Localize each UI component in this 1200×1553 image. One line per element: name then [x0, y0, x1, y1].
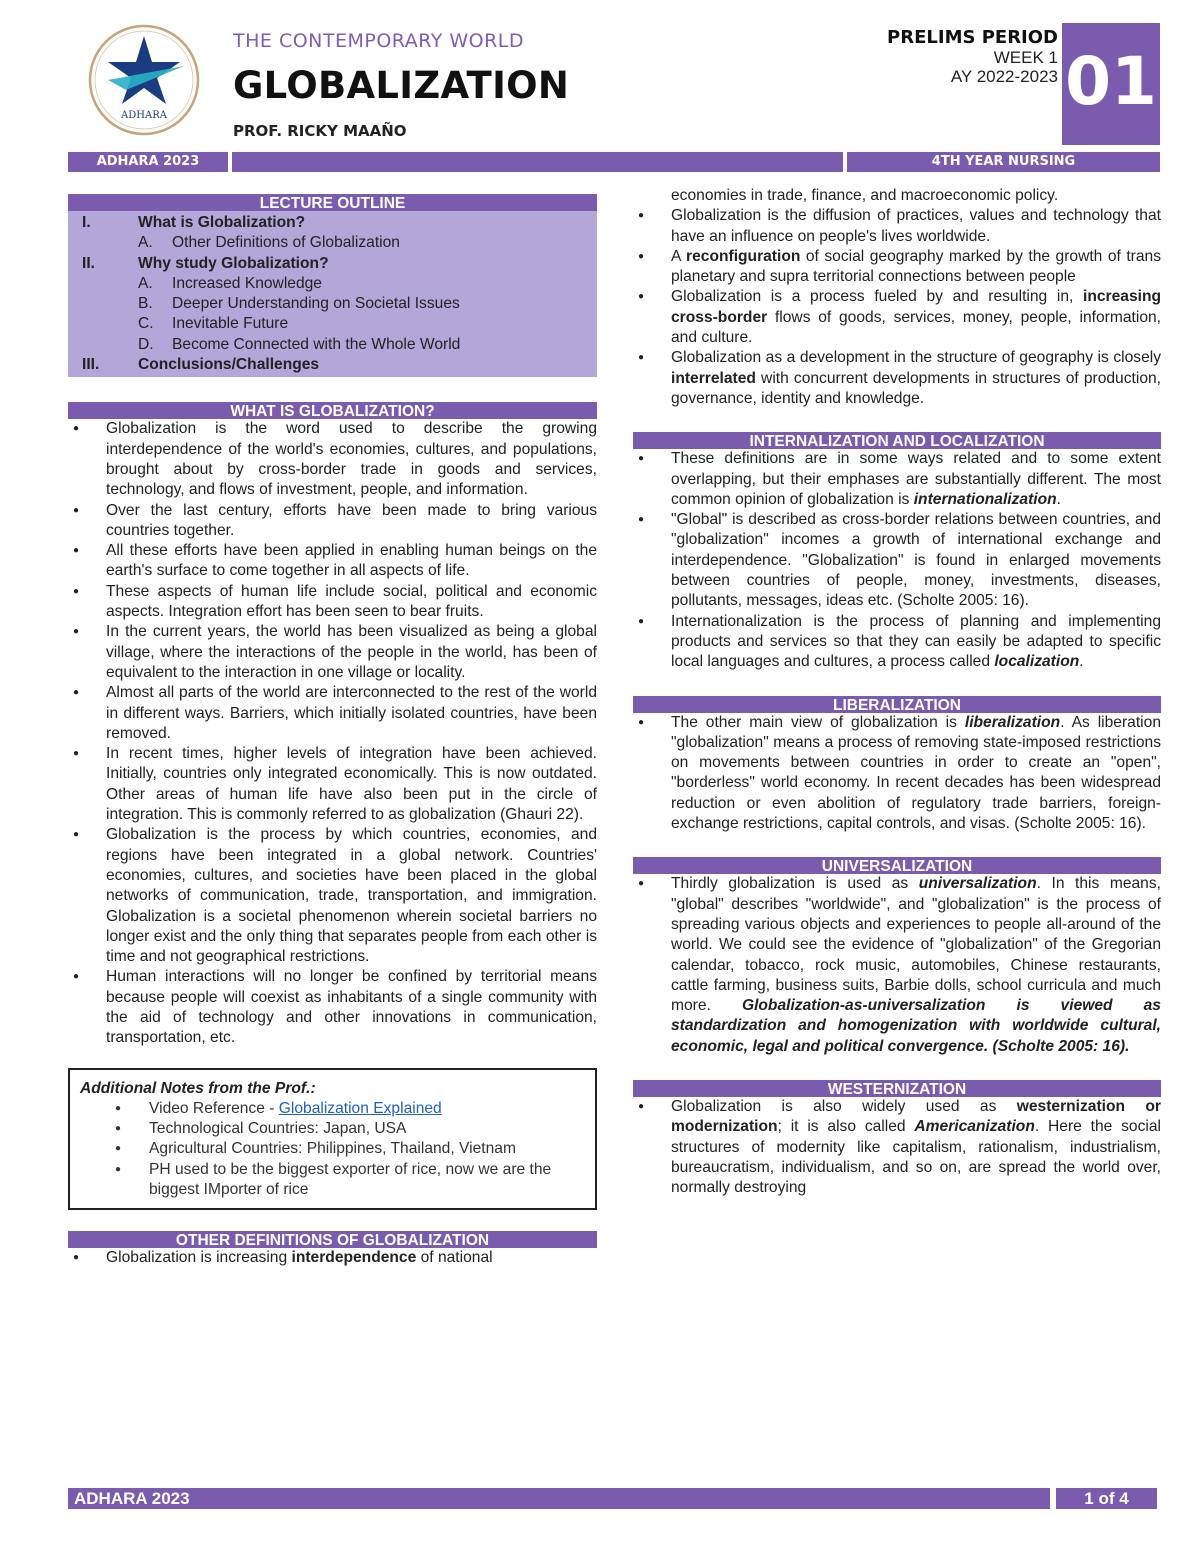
intl-heading: INTERNALIZATION AND LOCALIZATION	[633, 429, 1161, 449]
list-item: ● Globalization is the word used to describe the growing interdependence of the world's economies, cultures, and populations, brought about by cross-border trade in goods and services, technology, and flows of investment, people, and information.	[68, 419, 597, 500]
prof-notes-box	[68, 1068, 597, 1211]
other-defs-continued: economies in trade, finance, and macroeconomic policy.	[671, 187, 1059, 204]
list-item: ● In the current years, the world has been visualized as being a global village, where the interactions of the people in the world, has been of equivalent to the interaction in one village or locality.	[68, 622, 597, 683]
adhara-logo	[86, 22, 202, 138]
outline-item: III. Conclusions/Challenges	[82, 356, 320, 374]
list-item: ● Globalization is the process by which countries, economies, and regions have been integrated in a global network. Countries' economies, cultures, and societies have been placed in the global networks of communication, trade, transportation, and immigration. Globalization is a societal phenomenon wherein societal barriers no longer exist and the only thing that separates people from each other is time and not geographical restrictions.	[68, 825, 597, 967]
list-item: ● Globalization is a process fueled by and resulting in, increasing cross-border flows of goods, services, money, people, information, and culture.	[633, 287, 1161, 348]
list-item: ● Over the last century, efforts have been made to bring various countries together.	[68, 501, 597, 542]
intl-list	[633, 449, 1161, 672]
list-item: ● Globalization is also widely used as westernization or modernization; it is also called Americanization. Here the social structures of modernity like capitalism, rationalism, industrialism, bureaucratism, individualism, and so on, are spread the world over, normally destroying	[633, 1097, 1161, 1198]
course-name: THE CONTEMPORARY WORLD	[233, 30, 525, 52]
west-list	[633, 1097, 1161, 1198]
list-item: ● PH used to be the biggest exporter of rice, now we are the biggest IMporter of rice	[80, 1160, 585, 1201]
period-info	[887, 28, 1058, 86]
west-heading: WESTERNIZATION	[633, 1077, 1161, 1097]
outline-item: B. Deeper Understanding on Societal Issues	[138, 295, 460, 313]
lecture-outline	[68, 211, 597, 377]
outline-item: II. Why study Globalization?	[82, 254, 329, 272]
notes-list	[80, 1099, 585, 1200]
list-item: ● "Global" is described as cross-border relations between countries, and "globalization" incomes a growth of international exchange and interdependence. "Globalization" is found in enlarged movements between countries of people, money, investments, diseases, pollutants, messages, ideas etc. (Scholte 2005: 16).	[633, 510, 1161, 611]
list-item: ● Human interactions will no longer be confined by territorial means because people will coexist as inhabitants of a single community with the aid of technology and other innovations in communication, transportation, etc.	[68, 967, 597, 1048]
band-year-level: 4TH YEAR NURSING	[847, 152, 1160, 172]
what-is-heading: WHAT IS GLOBALIZATION?	[68, 399, 597, 419]
band-org: ADHARA 2023	[68, 152, 228, 172]
band-middle	[232, 152, 843, 172]
footer-org: ADHARA 2023	[68, 1488, 1050, 1509]
left-column	[68, 191, 597, 1269]
page-number: 1 of 4	[1056, 1488, 1157, 1509]
univ-heading: UNIVERSALIZATION	[633, 854, 1161, 874]
other-defs-list	[633, 206, 1161, 409]
academic-year: AY 2022-2023	[950, 67, 1058, 87]
list-item: ● A reconfiguration of social geography marked by the growth of trans planetary and supra territorial connections between people	[633, 247, 1161, 288]
list-item: ● These aspects of human life include social, political and economic aspects. Integration effort has been seen to bear fruits.	[68, 582, 597, 623]
notes-title: Additional Notes from the Prof.:	[80, 1079, 316, 1097]
list-item: ● These definitions are in some ways related and to some extent overlapping, but their emphases are substantially different. The most common opinion of globalization is internationalization.	[633, 449, 1161, 510]
outline-item: D. Become Connected with the Whole World	[138, 335, 461, 353]
list-item: ● Globalization is increasing interdependence of national	[68, 1248, 597, 1268]
list-item: ● In recent times, higher levels of integration have been achieved. Initially, countries only integrated economically. This is now outdated. Other areas of human life have also been put in the circle of integration. This is commonly referred to as globalization (Ghauri 22).	[68, 744, 597, 825]
outline-item: A. Other Definitions of Globalization	[138, 234, 400, 252]
list-item: ● Globalization is the diffusion of practices, values and technology that have an influence on people's lives worldwide.	[633, 206, 1161, 247]
list-item: ● Internationalization is the process of planning and implementing products and services so that they can easily be adapted to specific local languages and cultures, a process called localization.	[633, 612, 1161, 673]
outline-heading: LECTURE OUTLINE	[68, 191, 597, 211]
lib-heading: LIBERALIZATION	[633, 693, 1161, 713]
video-link[interactable]: Globalization Explained	[278, 1099, 442, 1117]
univ-list	[633, 874, 1161, 1057]
outline-item: C. Inevitable Future	[138, 315, 289, 333]
svg-text:ADHARA: ADHARA	[121, 110, 167, 121]
list-item: ● Video Reference - Globalization Explained	[80, 1099, 585, 1119]
outline-item: A. Increased Knowledge	[138, 274, 322, 292]
list-item: ● The other main view of globalization is liberalization. As liberation "globalization" means a process of removing state-imposed restrictions on movements between countries in order to create an "open", "borderless" world economy. In recent decades has been widespread reduction or even abolition of regulatory trade barriers, foreign-exchange restrictions, capital controls, and visas. (Scholte 2005: 16).	[633, 713, 1161, 835]
outline-item: I. What is Globalization?	[82, 214, 306, 231]
what-is-list	[68, 419, 597, 1048]
period-label: PRELIMS PERIOD	[887, 27, 1058, 48]
lesson-number: 01	[1062, 23, 1160, 145]
list-item: ● Agricultural Countries: Philippines, Thailand, Vietnam	[80, 1139, 585, 1159]
page-title: GLOBALIZATION	[233, 64, 570, 107]
list-item: ● Globalization as a development in the structure of geography is closely interrelated with concurrent developments in structures of production, governance, identity and knowledge.	[633, 348, 1161, 409]
week-label: WEEK 1	[993, 48, 1058, 68]
right-column	[633, 186, 1161, 1198]
lib-list	[633, 713, 1161, 835]
other-defs-heading: OTHER DEFINITIONS OF GLOBALIZATION	[68, 1228, 597, 1248]
professor-name: PROF. RICKY MAAÑO	[233, 122, 407, 140]
list-item: ● All these efforts have been applied in enabling human beings on the earth's surface to come together in all aspects of life.	[68, 541, 597, 582]
list-item: ● Thirdly globalization is used as universalization. In this means, "global" describes "worldwide", and "globalization" is the process of spreading various objects and experiences to people all-around of the world. We could see the evidence of "globalization" of the Gregorian calendar, tobacco, rock music, automobiles, Chinese restaurants, cattle farming, business suits, Barbie dolls, school curricula and much more. Globalization-as-universalization is viewed as standardization and homogenization with worldwide cultural, economic, legal and political convergence. (Scholte 2005: 16).	[633, 874, 1161, 1057]
other-defs-list-start	[68, 1248, 597, 1268]
list-item: ● Technological Countries: Japan, USA	[80, 1119, 585, 1139]
list-item: ● Almost all parts of the world are interconnected to the rest of the world in different ways. Barriers, which initially isolated countries, have been removed.	[68, 683, 597, 744]
